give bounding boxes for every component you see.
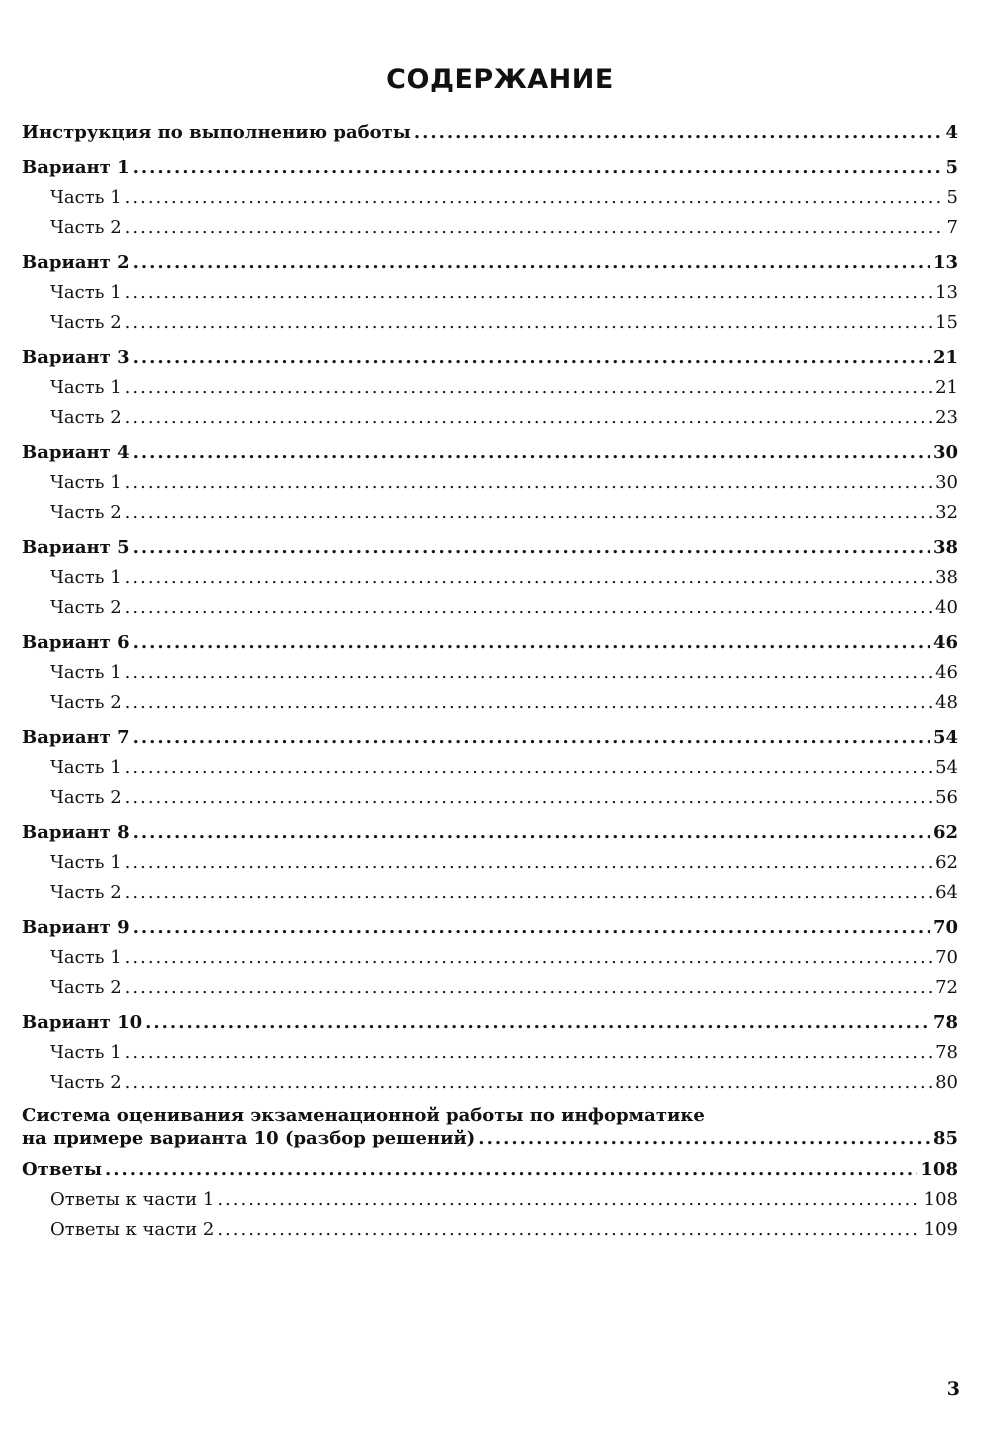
toc-entry-label: Вариант 9 — [22, 917, 130, 938]
variants-list — [22, 153, 958, 1098]
toc-entry-variant-9[interactable] — [22, 913, 958, 943]
toc-entry-answers-part-2[interactable] — [22, 1215, 958, 1245]
toc-entry-page: 48 — [935, 692, 958, 713]
toc-entry-page: 46 — [935, 662, 958, 683]
toc-entry-page: 62 — [932, 822, 958, 843]
toc-entry-label: Часть 2 — [50, 882, 122, 903]
toc-entry-label: Вариант 4 — [22, 442, 130, 463]
dot-leader — [125, 498, 932, 528]
toc-entry-variant-10[interactable] — [22, 1008, 958, 1038]
toc-entry-page: 62 — [935, 852, 958, 873]
toc-entry-label: Вариант 6 — [22, 632, 130, 653]
dot-leader — [125, 783, 932, 813]
toc-entry-label: Ответы — [22, 1159, 102, 1180]
toc-entry-answers-part-1[interactable] — [22, 1185, 958, 1215]
toc-entry-variant-4[interactable] — [22, 438, 958, 468]
dot-leader — [125, 878, 932, 908]
toc-entry-label: Часть 1 — [50, 757, 122, 778]
dot-leader — [125, 658, 932, 688]
dot-leader — [414, 118, 943, 148]
toc-entry-grading[interactable] — [22, 1104, 958, 1150]
toc-entry-page: 23 — [935, 407, 958, 428]
toc-entry-page: 108 — [920, 1159, 958, 1180]
dot-leader — [125, 183, 944, 213]
toc-entry-label: Часть 1 — [50, 947, 122, 968]
dot-leader — [133, 248, 930, 278]
toc-entry-page: 40 — [935, 597, 958, 618]
toc-entry-label: Вариант 1 — [22, 157, 130, 178]
toc-entry-variant-3[interactable] — [22, 343, 958, 373]
toc-entry-variant-7-part-1[interactable] — [22, 753, 958, 783]
toc-entry-label: Инструкция по выполнению работы — [22, 122, 411, 143]
toc-entry-variant-8[interactable] — [22, 818, 958, 848]
toc-entry-label: Вариант 7 — [22, 727, 130, 748]
toc-entry-label: Вариант 8 — [22, 822, 130, 843]
toc-entry-page: 80 — [935, 1072, 958, 1093]
toc-entry-page: 32 — [935, 502, 958, 523]
toc-entry-page: 21 — [932, 347, 958, 368]
dot-leader — [125, 1038, 932, 1068]
toc-entry-label: Часть 2 — [50, 502, 122, 523]
toc-entry-variant-2-part-1[interactable] — [22, 278, 958, 308]
toc-entry-variant-6-part-1[interactable] — [22, 658, 958, 688]
toc-entry-variant-7[interactable] — [22, 723, 958, 753]
toc-entry-label: Часть 2 — [50, 407, 122, 428]
toc-entry-label: Часть 1 — [50, 662, 122, 683]
toc-entry-page: 78 — [935, 1042, 958, 1063]
toc-entry-label: Ответы к части 1 — [50, 1189, 215, 1210]
toc-entry-page: 46 — [932, 632, 958, 653]
toc-entry-page: 21 — [935, 377, 958, 398]
toc-entry-label: Часть 2 — [50, 692, 122, 713]
toc-entry-page: 54 — [932, 727, 958, 748]
toc-entry-label: Часть 2 — [50, 217, 122, 238]
toc-entry-page: 54 — [935, 757, 958, 778]
toc-entry-label: Часть 1 — [50, 377, 122, 398]
toc-entry-label: Вариант 5 — [22, 537, 130, 558]
dot-leader — [125, 753, 932, 783]
dot-leader — [133, 153, 943, 183]
toc-entry-page: 5 — [946, 187, 958, 208]
dot-leader — [125, 848, 932, 878]
toc-entry-page: 70 — [932, 917, 958, 938]
toc-entry-page: 72 — [935, 977, 958, 998]
dot-leader — [133, 723, 930, 753]
dot-leader — [125, 943, 932, 973]
toc-entry-label: Часть 2 — [50, 312, 122, 333]
toc-entry-variant-3-part-2[interactable] — [22, 403, 958, 433]
dot-leader — [217, 1185, 920, 1215]
toc-entry-page: 85 — [932, 1128, 958, 1149]
toc-entry-label: Часть 1 — [50, 282, 122, 303]
dot-leader — [133, 533, 930, 563]
toc-entry-page: 4 — [945, 122, 958, 143]
toc-entry-label: Вариант 10 — [22, 1012, 143, 1033]
toc-entry-variant-3-part-1[interactable] — [22, 373, 958, 403]
dot-leader — [125, 403, 932, 433]
toc-entry-page: 30 — [935, 472, 958, 493]
dot-leader — [125, 973, 932, 1003]
toc-entry-page: 109 — [923, 1219, 958, 1240]
toc-entry-page: 15 — [935, 312, 958, 333]
dot-leader — [478, 1127, 930, 1150]
toc-entry-variant-6-part-2[interactable] — [22, 688, 958, 718]
toc-entry-page: 13 — [935, 282, 958, 303]
toc-entry-variant-9-part-2[interactable] — [22, 973, 958, 1003]
toc-entry-label: Часть 2 — [50, 1072, 122, 1093]
toc-entry-variant-5[interactable] — [22, 533, 958, 563]
toc-entry-page: 38 — [932, 537, 958, 558]
toc-entry-label-line1: Система оценивания экзаменационной работы по информатике — [22, 1105, 705, 1126]
toc-entry-variant-5-part-1[interactable] — [22, 563, 958, 593]
page-title: СОДЕРЖАНИЕ — [386, 64, 614, 95]
toc-entry-label: Часть 1 — [50, 472, 122, 493]
dot-leader — [125, 278, 932, 308]
toc-entry-page: 5 — [945, 157, 958, 178]
toc-entry-variant-4-part-1[interactable] — [22, 468, 958, 498]
dot-leader — [217, 1215, 920, 1245]
toc-entry-label: Вариант 3 — [22, 347, 130, 368]
dot-leader — [125, 688, 932, 718]
toc-entry-page: 7 — [946, 217, 958, 238]
dot-leader — [145, 1008, 930, 1038]
toc-entry-page: 108 — [923, 1189, 958, 1210]
toc-entry-variant-8-part-1[interactable] — [22, 848, 958, 878]
toc-entry-variant-7-part-2[interactable] — [22, 783, 958, 813]
dot-leader — [125, 468, 932, 498]
toc-entry-variant-2-part-2[interactable] — [22, 308, 958, 338]
toc-entry-variant-1-part-1[interactable] — [22, 183, 958, 213]
toc-entry-variant-8-part-2[interactable] — [22, 878, 958, 908]
toc-entry-answers[interactable] — [22, 1155, 958, 1185]
toc-entry-label: Часть 2 — [50, 977, 122, 998]
toc-entry-variant-10-part-1[interactable] — [22, 1038, 958, 1068]
toc-entry-label: Часть 2 — [50, 787, 122, 808]
toc-entry-variant-6[interactable] — [22, 628, 958, 658]
page-number: 3 — [946, 1378, 960, 1400]
dot-leader — [125, 308, 932, 338]
toc-entry-variant-1[interactable] — [22, 153, 958, 183]
toc-entry-page: 78 — [932, 1012, 958, 1033]
toc-entry-label: Часть 1 — [50, 852, 122, 873]
toc-entry-variant-5-part-2[interactable] — [22, 593, 958, 623]
toc-entry-variant-4-part-2[interactable] — [22, 498, 958, 528]
dot-leader — [133, 818, 930, 848]
toc-entry-variant-1-part-2[interactable] — [22, 213, 958, 243]
dot-leader — [125, 213, 944, 243]
toc-entry-label: Часть 1 — [50, 567, 122, 588]
dot-leader — [125, 373, 932, 403]
toc-entry-page: 70 — [935, 947, 958, 968]
dot-leader — [105, 1155, 917, 1185]
dot-leader — [133, 343, 930, 373]
table-of-contents — [22, 118, 958, 1245]
dot-leader — [133, 628, 930, 658]
toc-entry-label: Часть 1 — [50, 187, 122, 208]
toc-entry-instruction[interactable] — [22, 118, 958, 148]
toc-entry-page: 13 — [932, 252, 958, 273]
dot-leader — [125, 593, 932, 623]
toc-entry-page: 38 — [935, 567, 958, 588]
dot-leader — [133, 438, 930, 468]
toc-entry-label: Часть 2 — [50, 597, 122, 618]
dot-leader — [133, 913, 930, 943]
dot-leader — [125, 563, 932, 593]
toc-entry-label-line2: на примере варианта 10 (разбор решений) — [22, 1128, 476, 1149]
toc-entry-variant-9-part-1[interactable] — [22, 943, 958, 973]
toc-entry-label: Ответы к части 2 — [50, 1219, 215, 1240]
toc-entry-label: Часть 1 — [50, 1042, 122, 1063]
toc-entry-variant-10-part-2[interactable] — [22, 1068, 958, 1098]
toc-entry-page: 56 — [935, 787, 958, 808]
dot-leader — [125, 1068, 932, 1098]
toc-entry-variant-2[interactable] — [22, 248, 958, 278]
toc-entry-label: Вариант 2 — [22, 252, 130, 273]
toc-entry-page: 30 — [932, 442, 958, 463]
toc-entry-page: 64 — [935, 882, 958, 903]
